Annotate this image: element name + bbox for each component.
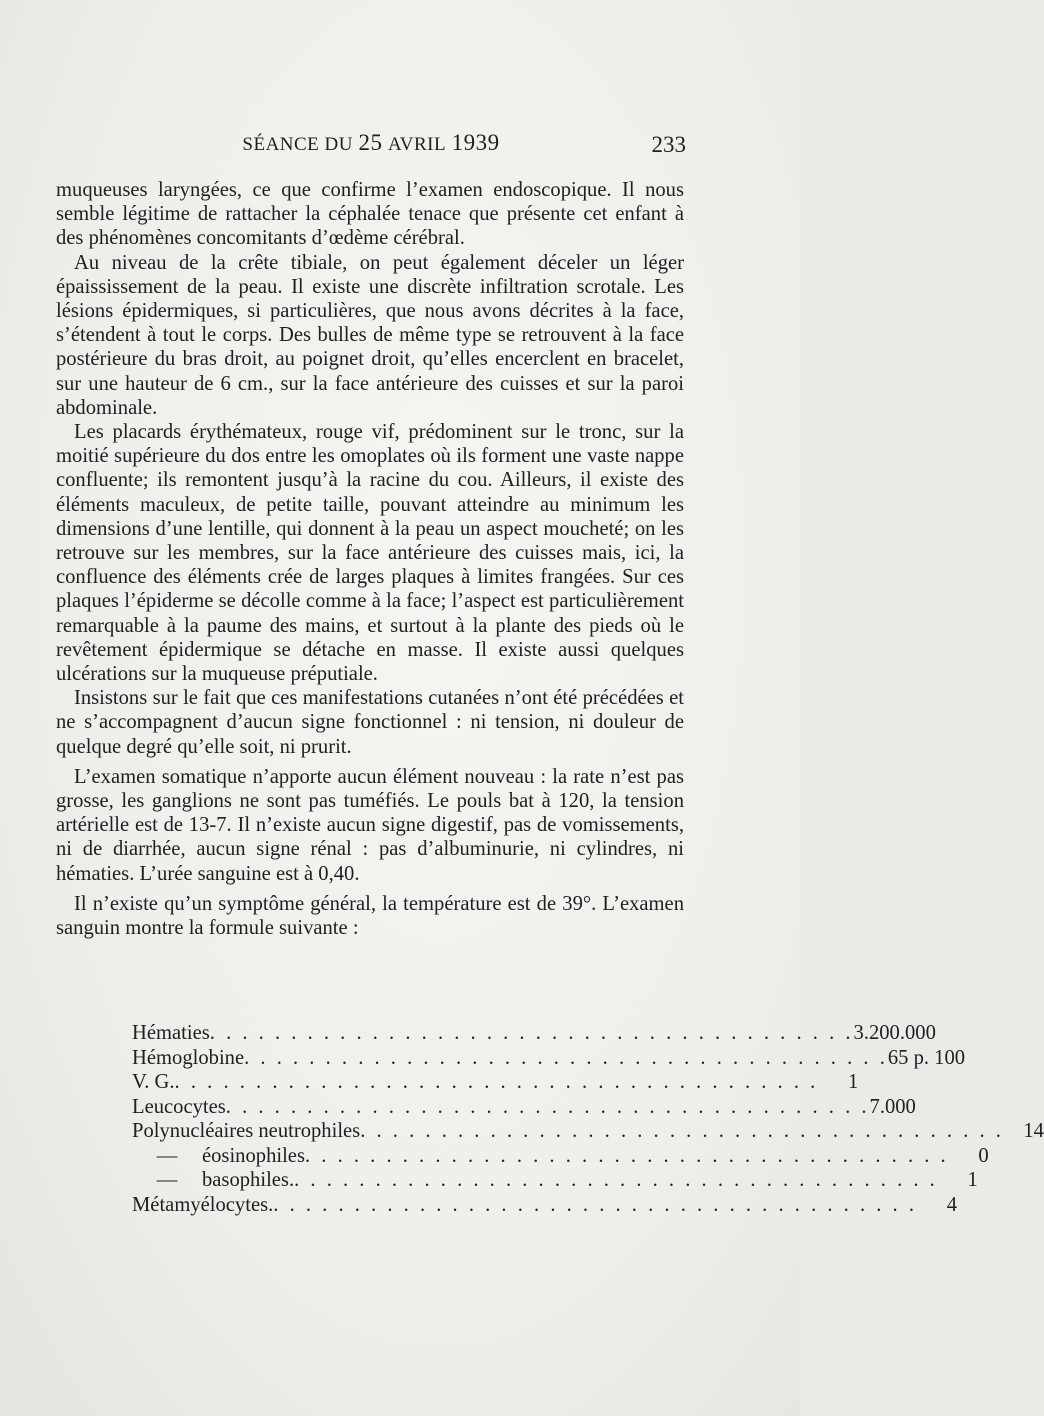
ditto-dash: — [156,1144,178,1167]
row-value: 14 [1023,1120,1044,1142]
page-header [56,130,686,162]
row-label: Hémoglobine [132,1046,245,1069]
row-label: Hématies [132,1022,210,1044]
running-title [56,130,686,156]
row-value: 1 [847,1071,859,1093]
row-label [132,1145,305,1168]
table-row [132,1095,916,1121]
dot-leader: . . . . . . . . . . . . . . . . . . . . . . . . . . . . . . . . . . . . . . . . [294,1169,938,1191]
running-title-month: AVRIL [387,134,447,155]
dot-leader: . . . . . . . . . . . . . . . . . . . . . . . . . . . . . . . . . . . . . . . . [244,1046,888,1069]
row-value: 1 [967,1169,978,1191]
row-label: V. G. [132,1071,175,1093]
table-row [132,1046,966,1072]
row-label [132,1169,294,1192]
ditto-dash: — [156,1169,178,1191]
body-text [56,178,684,940]
table-row [132,1169,978,1194]
paragraph: L’examen somatique n’apporte aucun élément nouveau : la rate n’est pas grosse, les ganglions ne sont pas tuméfiés. Le pouls bat à 120, la tension artérielle est de 13-7. Il n’existe aucun signe digestif, pas de vomissements, ni de diarrhée, aucun signe rénal : pas d’albuminurie, ni cylindres, ni hématies. L’urée sanguine est à 0,40. [56,765,684,885]
row-label-text: éosinophiles [202,1144,305,1167]
row-label-text: basophiles. [202,1169,295,1191]
dot-leader: . . . . . . . . . . . . . . . . . . . . . . . . . . . . . . . . . . . . . . . . [209,1022,854,1044]
dot-leader: . . . . . . . . . . . . . . . . . . . . . . . . . . . . . . . . . . . . . . . . [225,1095,870,1118]
running-title-prefix: SÉANCE DU [242,134,353,155]
page-number: 233 [651,132,686,157]
table-row [132,1120,1044,1145]
row-label: Métamyélocytes. [132,1193,274,1216]
running-title-day: 25 [358,130,383,155]
row-value: 0 [978,1144,989,1167]
paragraph: Il n’existe qu’un symptôme général, la température est de 39°. L’examen sanguin montre la formule suivante : [56,892,684,940]
table-row [132,1144,989,1170]
table-row [132,1022,936,1047]
row-value: 3.200.000 [853,1022,936,1044]
dot-leader: . . . . . . . . . . . . . . . . . . . . . . . . . . . . . . . . . . . . . . . . [273,1193,917,1216]
running-title-year: 1939 [451,130,500,155]
row-label: Polynucléaires neutrophiles [132,1120,361,1142]
row-value: 7.000 [869,1095,916,1118]
blood-formula-table [132,1022,1044,1218]
row-value: 65 p. 100 [887,1046,966,1069]
dot-leader: . . . . . . . . . . . . . . . . . . . . . . . . . . . . . . . . . . . . . . . . [360,1120,1004,1142]
dot-leader: . . . . . . . . . . . . . . . . . . . . . . . . . . . . . . . . . . . . . . . . [174,1071,819,1093]
paragraph: Insistons sur le fait que ces manifestations cutanées n’ont été précédées et ne s’accompagnent d’aucun signe fonctionnel : ni tension, ni douleur de quelque degré qu’elle soit, ni prurit. [56,687,684,758]
paragraph: muqueuses laryngées, ce que confirme l’examen endoscopique. Il nous semble légitime de rattacher la céphalée tenace que présente cet enfant à des phénomènes concomitants d’œdème cérébral. [56,179,684,250]
table-row [132,1071,859,1096]
paragraph: Les placards érythémateux, rouge vif, prédominent sur le tronc, sur la moitié supérieure du dos entre les omoplates où ils forment une vaste nappe confluente; ils remontent jusqu’à la racine du cou. Ailleurs, il existe des éléments maculeux, de petite taille, pouvant atteindre au minimum les dimensions d’une lentille, qui donnent à la peau un aspect moucheté; on les retrouve sur les membres, sur la face antérieure des cuisses mais, ici, la confluence des éléments crée de larges plaques à limites frangées. Sur ces plaques l’épiderme se décolle comme à la face; l’aspect est particulièrement remarquable à la paume des mains, et surtout à la plante des pieds où le revêtement épidermique se détache en masse. Il existe aussi quelques ulcérations sur la muqueuse préputiale. [56,421,684,686]
row-label: Leucocytes [132,1095,226,1118]
table-row [132,1193,957,1219]
row-value: 4 [946,1193,957,1216]
paragraph: Au niveau de la crête tibiale, on peut également déceler un léger épaississement de la peau. Il existe une discrète infiltration scrotale. Les lésions épidermiques, si particulières, que nous avons décrites à la face, s’étendent à tout le corps. Des bulles de même type se retrouvent à la face postérieure du bras droit, au poignet droit, qu’elles encerclent en bracelet, sur une hauteur de 6 cm., sur la face antérieure des cuisses et sur la paroi abdominale. [56,251,684,419]
dot-leader: . . . . . . . . . . . . . . . . . . . . . . . . . . . . . . . . . . . . . . . . [304,1144,949,1167]
